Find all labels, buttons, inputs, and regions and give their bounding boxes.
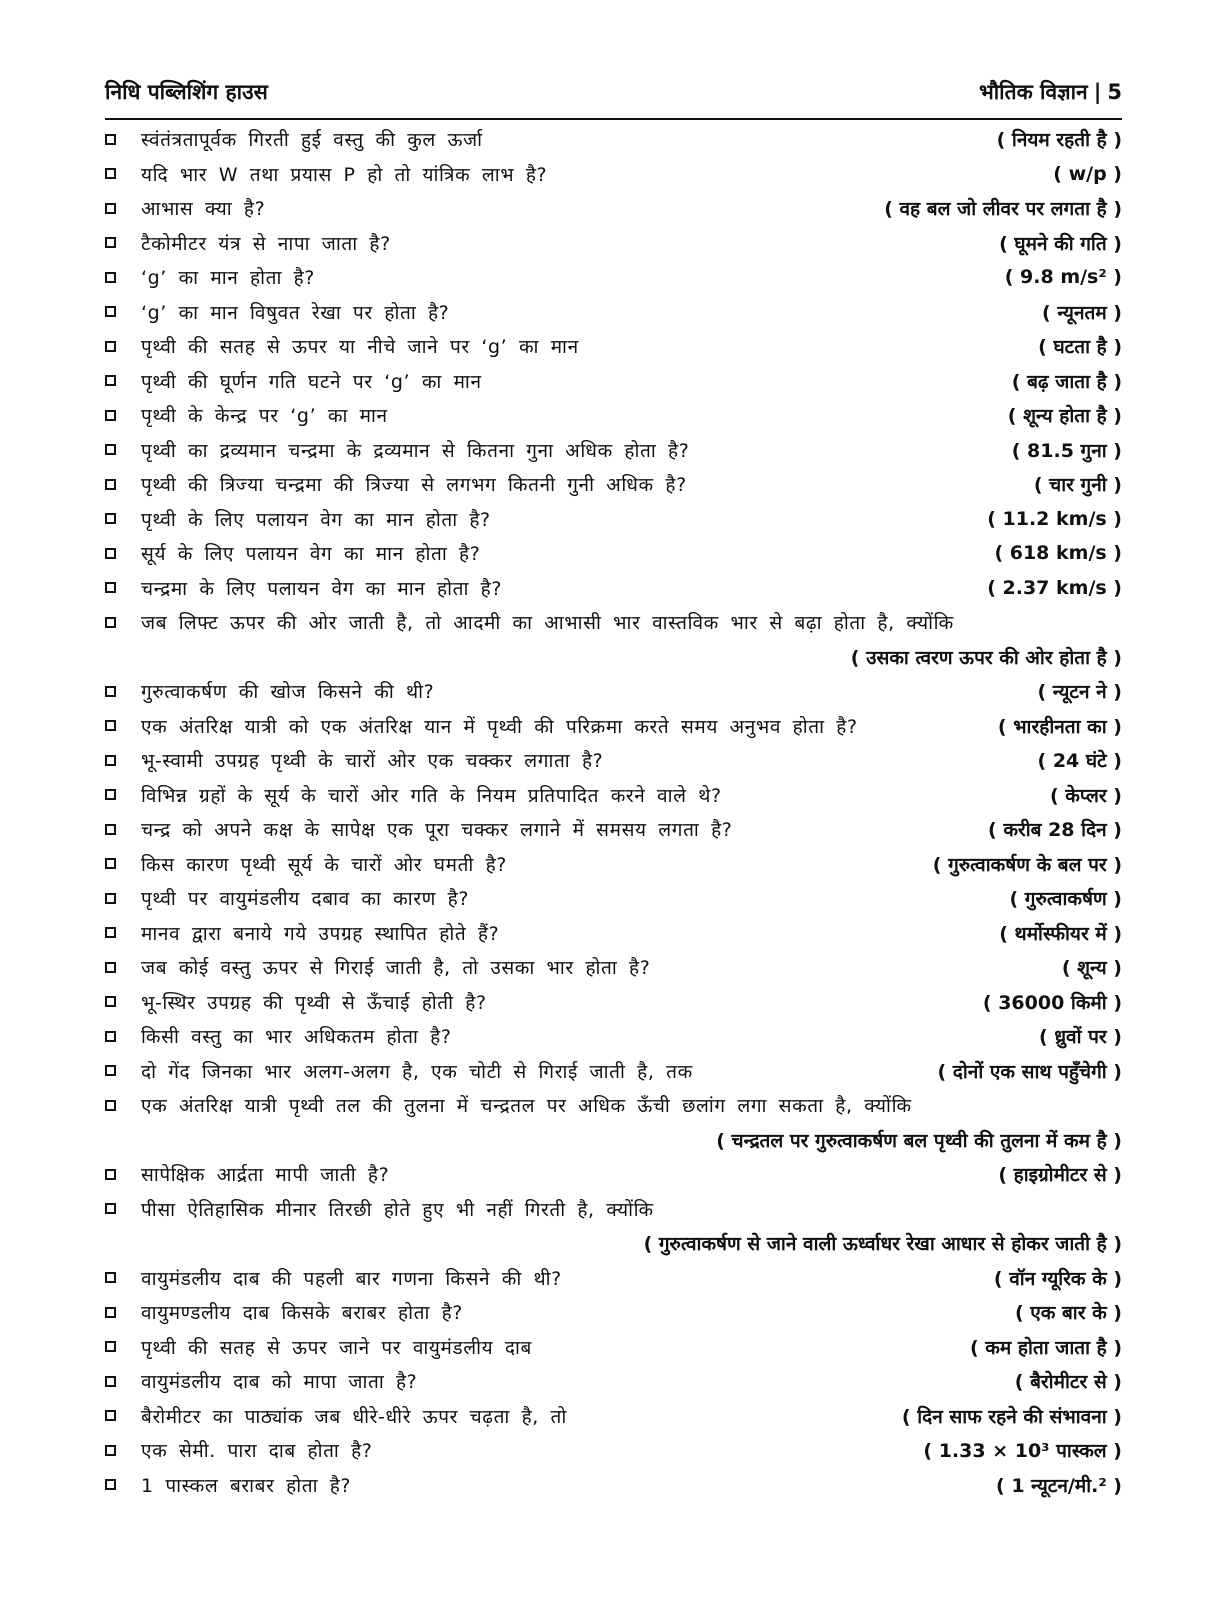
checkbox-bullet-icon xyxy=(105,962,116,973)
question-text: चन्द्रमा के लिए पलायन वेग का मान होता है? xyxy=(141,577,503,600)
question-text: पृथ्वी पर वायुमंडलीय दबाव का कारण है? xyxy=(141,888,469,911)
checkbox-bullet-icon xyxy=(105,1341,116,1352)
checkbox-bullet-icon xyxy=(105,893,116,904)
list-item xyxy=(105,295,1122,330)
answer-text: ( w/p ) xyxy=(1053,162,1122,185)
list-item xyxy=(105,847,1122,882)
checkbox-bullet-icon xyxy=(105,789,116,800)
checkbox-bullet-icon xyxy=(105,203,116,214)
checkbox-bullet-icon xyxy=(105,513,116,524)
list-item xyxy=(105,467,1122,502)
question-text: एक अंतरिक्ष यात्री को एक अंतरिक्ष यान में पृथ्वी की परिक्रमा करते समय अनुभव होता है? xyxy=(141,715,858,738)
question-text: सूर्य के लिए पलायन वेग का मान होता है? xyxy=(141,543,481,566)
list-item xyxy=(105,916,1122,951)
list-item xyxy=(105,260,1122,295)
question-text: आभास क्या है? xyxy=(141,198,266,221)
list-item xyxy=(105,1192,1122,1227)
question-text: वायुमण्डलीय दाब किसके बराबर होता है? xyxy=(141,1302,463,1325)
question-text: किसी वस्तु का भार अधिकतम होता है? xyxy=(141,1026,452,1049)
checkbox-bullet-icon xyxy=(105,927,116,938)
list-item xyxy=(105,1330,1122,1365)
list-item xyxy=(105,157,1122,192)
answer-text: ( दोनों एक साथ पहुँचेगी ) xyxy=(937,1060,1122,1083)
question-text: गुरुत्वाकर्षण की खोज किसने की थी? xyxy=(141,681,435,704)
answer-text: ( भारहीनता का ) xyxy=(997,715,1122,738)
checkbox-bullet-icon xyxy=(105,1100,116,1111)
answer-text: ( चार गुनी ) xyxy=(1033,474,1122,497)
list-item xyxy=(105,985,1122,1020)
checkbox-bullet-icon xyxy=(105,858,116,869)
question-text: 1 पास्कल बराबर होता है? xyxy=(141,1474,352,1497)
question-text: भू-स्थिर उपग्रह की पृथ्वी से ऊँचाई होती है? xyxy=(141,991,487,1014)
checkbox-bullet-icon xyxy=(105,341,116,352)
question-text: दो गेंद जिनका भार अलग-अलग है, एक चोटी से गिराई जाती है, तक xyxy=(141,1060,693,1083)
answer-text: ( थर्मोस्फीयर में ) xyxy=(999,922,1122,945)
publisher-name: निधि पब्लिशिंग हाउस xyxy=(105,80,268,104)
checkbox-bullet-icon xyxy=(105,1376,116,1387)
checkbox-bullet-icon xyxy=(105,410,116,421)
question-text: किस कारण पृथ्वी सूर्य के चारों ओर घमती है? xyxy=(141,853,507,876)
question-text: पृथ्वी के केन्द्र पर ‘g’ का मान xyxy=(141,405,388,428)
answer-text: ( दिन साफ रहने की संभावना ) xyxy=(901,1405,1122,1428)
question-text: ‘g’ का मान विषुवत रेखा पर होता है? xyxy=(141,301,450,324)
answer-text: ( बैरोमीटर से ) xyxy=(1014,1371,1122,1394)
subject-page-label xyxy=(979,78,1122,106)
answer-text: ( शून्य ) xyxy=(1061,957,1122,980)
checkbox-bullet-icon xyxy=(105,1031,116,1042)
answer-continuation-row xyxy=(105,1226,1122,1261)
answer-text: ( चन्द्रतल पर गुरुत्वाकर्षण बल पृथ्वी की तुलना में कम है ) xyxy=(716,1129,1122,1152)
checkbox-bullet-icon xyxy=(105,1410,116,1421)
list-item xyxy=(105,1399,1122,1434)
checkbox-bullet-icon xyxy=(105,168,116,179)
question-text: बैरोमीटर का पाठ्यांक जब धीरे-धीरे ऊपर चढ़ता है, तो xyxy=(141,1405,567,1428)
list-item xyxy=(105,122,1122,157)
question-text: ‘g’ का मान होता है? xyxy=(141,267,315,290)
question-text: चन्द्र को अपने कक्ष के सापेक्ष एक पूरा चक्कर लगाने में समसय लगता है? xyxy=(141,819,733,842)
question-text: पृथ्वी की घूर्णन गति घटने पर ‘g’ का मान xyxy=(141,370,482,393)
question-text: पृथ्वी का द्रव्यमान चन्द्रमा के द्रव्यमान से कितना गुना अधिक होता है? xyxy=(141,439,690,462)
question-text: स्वंतंत्रतापूर्वक गिरती हुई वस्तु की कुल ऊर्जा xyxy=(141,129,483,152)
question-text: जब लिफ्ट ऊपर की ओर जाती है, तो आदमी का आभासी भार वास्तविक भार से बढ़ा होता है, क्योंकि xyxy=(141,612,954,635)
answer-text: ( ध्रुवों पर ) xyxy=(1039,1026,1122,1049)
list-item xyxy=(105,1261,1122,1296)
list-item xyxy=(105,881,1122,916)
question-text: वायुमंडलीय दाब की पहली बार गणना किसने की थी? xyxy=(141,1267,562,1290)
checkbox-bullet-icon xyxy=(105,1479,116,1490)
answer-text: ( 24 घंटे ) xyxy=(1037,750,1122,773)
list-item xyxy=(105,1054,1122,1089)
checkbox-bullet-icon xyxy=(105,582,116,593)
list-item xyxy=(105,743,1122,778)
list-item xyxy=(105,536,1122,571)
question-text: पीसा ऐतिहासिक मीनार तिरछी होते हुए भी नहीं गिरती है, क्योंकि xyxy=(141,1198,654,1221)
question-text: वायुमंडलीय दाब को मापा जाता है? xyxy=(141,1371,418,1394)
list-item xyxy=(105,433,1122,468)
answer-text: ( 36000 किमी ) xyxy=(982,991,1122,1014)
checkbox-bullet-icon xyxy=(105,272,116,283)
question-text: विभिन्न ग्रहों के सूर्य के चारों ओर गति के नियम प्रतिपादित करने वाले थे? xyxy=(141,784,722,807)
checkbox-bullet-icon xyxy=(105,444,116,455)
list-item xyxy=(105,1468,1122,1503)
answer-text: ( करीब 28 दिन ) xyxy=(988,819,1122,842)
answer-text: ( गुरुत्वाकर्षण ) xyxy=(1009,888,1122,911)
checkbox-bullet-icon xyxy=(105,375,116,386)
list-item xyxy=(105,364,1122,399)
page-number: 5 xyxy=(1107,80,1122,104)
list-item xyxy=(105,191,1122,226)
question-text: पृथ्वी की सतह से ऊपर या नीचे जाने पर ‘g’ का मान xyxy=(141,336,579,359)
question-text: एक सेमी. पारा दाब होता है? xyxy=(141,1440,373,1463)
checkbox-bullet-icon xyxy=(105,1445,116,1456)
list-item xyxy=(105,1088,1122,1123)
answer-text: ( एक बार के ) xyxy=(1014,1302,1122,1325)
header-separator: | xyxy=(1093,80,1102,104)
question-text: यदि भार W तथा प्रयास P हो तो यांत्रिक लाभ है? xyxy=(141,163,548,186)
checkbox-bullet-icon xyxy=(105,996,116,1007)
question-text: पृथ्वी की सतह से ऊपर जाने पर वायुमंडलीय दाब xyxy=(141,1336,532,1359)
checkbox-bullet-icon xyxy=(105,1307,116,1318)
answer-text: ( कम होता जाता है ) xyxy=(969,1336,1122,1359)
list-item xyxy=(105,329,1122,364)
list-item xyxy=(105,1019,1122,1054)
list-item xyxy=(105,812,1122,847)
checkbox-bullet-icon xyxy=(105,1272,116,1283)
answer-text: ( हाइग्रोमीटर से ) xyxy=(998,1164,1122,1187)
answer-text: ( 9.8 m/s² ) xyxy=(1004,266,1122,289)
list-item xyxy=(105,605,1122,640)
answer-text: ( न्यूटन ने ) xyxy=(1037,681,1122,704)
question-answer-list xyxy=(105,122,1122,1502)
answer-text: ( गुरुत्वाकर्षण से जाने वाली ऊर्ध्वाधर रेखा आधार से होकर जाती है ) xyxy=(643,1233,1122,1256)
checkbox-bullet-icon xyxy=(105,479,116,490)
answer-text: ( 1.33 × 10³ पास्कल ) xyxy=(923,1440,1122,1463)
checkbox-bullet-icon xyxy=(105,548,116,559)
list-item xyxy=(105,226,1122,261)
question-text: टैकोमीटर यंत्र से नापा जाता है? xyxy=(141,232,391,255)
answer-text: ( घूमने की गति ) xyxy=(999,232,1122,255)
answer-text: ( वह बल जो लीवर पर लगता है ) xyxy=(884,198,1122,221)
checkbox-bullet-icon xyxy=(105,1169,116,1180)
subject-title: भौतिक विज्ञान xyxy=(978,80,1088,104)
answer-text: ( नियम रहती है ) xyxy=(996,129,1122,152)
checkbox-bullet-icon xyxy=(105,824,116,835)
answer-text: ( गुरुत्वाकर्षण के बल पर ) xyxy=(932,853,1122,876)
answer-text: ( 11.2 km/s ) xyxy=(987,507,1122,530)
answer-text: ( घटता है ) xyxy=(1038,336,1122,359)
question-text: पृथ्वी की त्रिज्या चन्द्रमा की त्रिज्या से लगभग कितनी गुनी अधिक है? xyxy=(141,474,687,497)
answer-text: ( 1 न्यूटन/मी.² ) xyxy=(996,1474,1122,1497)
list-item xyxy=(105,1295,1122,1330)
checkbox-bullet-icon xyxy=(105,755,116,766)
checkbox-bullet-icon xyxy=(105,720,116,731)
question-text: सापेक्षिक आर्द्रता मापी जाती है? xyxy=(141,1164,390,1187)
list-item xyxy=(105,674,1122,709)
checkbox-bullet-icon xyxy=(105,306,116,317)
answer-text: ( 618 km/s ) xyxy=(994,542,1122,565)
page-header xyxy=(105,78,1122,120)
answer-text: ( केप्लर ) xyxy=(1049,784,1122,807)
answer-text: ( न्यूनतम ) xyxy=(1042,301,1122,324)
checkbox-bullet-icon xyxy=(105,1203,116,1214)
answer-text: ( बढ़ जाता है ) xyxy=(1011,370,1122,393)
list-item xyxy=(105,398,1122,433)
answer-text: ( उसका त्वरण ऊपर की ओर होता है ) xyxy=(850,646,1122,669)
list-item xyxy=(105,1157,1122,1192)
checkbox-bullet-icon xyxy=(105,1065,116,1076)
checkbox-bullet-icon xyxy=(105,134,116,145)
list-item xyxy=(105,571,1122,606)
list-item xyxy=(105,709,1122,744)
answer-continuation-row xyxy=(105,640,1122,675)
list-item xyxy=(105,1433,1122,1468)
list-item xyxy=(105,1364,1122,1399)
question-text: भू-स्वामी उपग्रह पृथ्वी के चारों ओर एक चक्कर लगाता है? xyxy=(141,750,604,773)
list-item xyxy=(105,778,1122,813)
checkbox-bullet-icon xyxy=(105,686,116,697)
list-item xyxy=(105,502,1122,537)
question-text: मानव द्वारा बनाये गये उपग्रह स्थापित होते हैं? xyxy=(141,922,500,945)
answer-text: ( वॉन ग्यूरिक के ) xyxy=(993,1267,1122,1290)
answer-text: ( 81.5 गुना ) xyxy=(1011,439,1122,462)
answer-text: ( 2.37 km/s ) xyxy=(987,576,1122,599)
question-text: एक अंतरिक्ष यात्री पृथ्वी तल की तुलना में चन्द्रतल पर अधिक ऊँची छलांग लगा सकता है, क्योंकि xyxy=(141,1095,912,1118)
answer-text: ( शून्य होता है ) xyxy=(1007,405,1122,428)
checkbox-bullet-icon xyxy=(105,617,116,628)
question-text: जब कोई वस्तु ऊपर से गिराई जाती है, तो उसका भार होता है? xyxy=(141,957,651,980)
answer-continuation-row xyxy=(105,1123,1122,1158)
list-item xyxy=(105,950,1122,985)
checkbox-bullet-icon xyxy=(105,237,116,248)
question-text: पृथ्वी के लिए पलायन वेग का मान होता है? xyxy=(141,508,491,531)
